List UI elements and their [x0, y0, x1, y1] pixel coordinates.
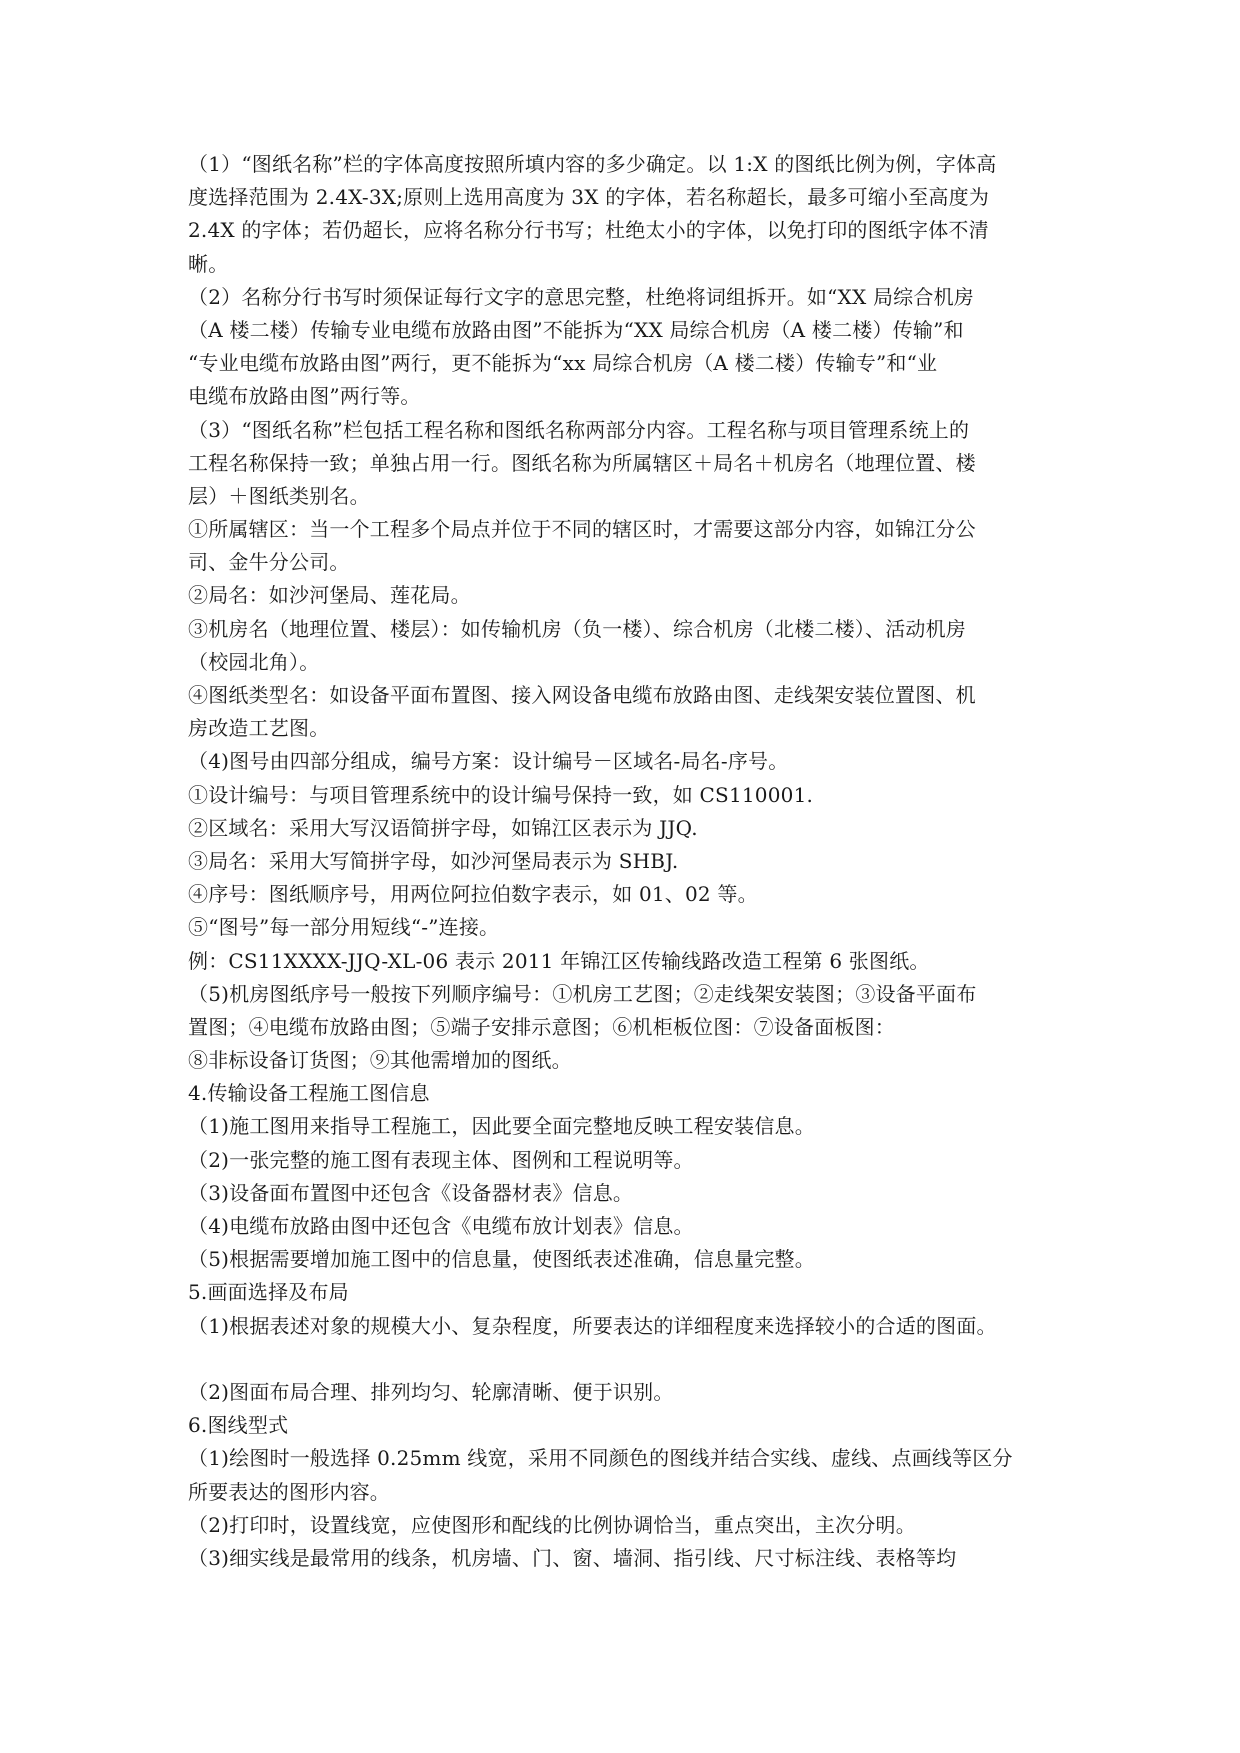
text-line: “专业电缆布放路由图”两行，更不能拆为“xx 局综合机房（A 楼二楼）传输专”和“业: [188, 351, 938, 376]
text-line: 所要表达的图形内容。: [188, 1479, 390, 1504]
text-line: ②局名：如沙河堡局、莲花局。: [188, 583, 471, 608]
text-line: （3）“图纸名称”栏包括工程名称和图纸名称两部分内容。工程名称与项目管理系统上的: [188, 417, 970, 442]
text-line: （4)图号由四部分组成，编号方案：设计编号－区域名-局名-序号。: [188, 749, 789, 774]
text-line: ③机房名（地理位置、楼层）：如传输机房（负一楼）、综合机房（北楼二楼）、活动机房: [188, 616, 966, 641]
text-line: （2)一张完整的施工图有表现主体、图例和工程说明等。: [188, 1147, 694, 1172]
text-line: 晰。: [188, 251, 229, 276]
text-line: （2）名称分行书写时须保证每行文字的意思完整，杜绝将词组拆开。如“XX 局综合机房: [188, 284, 974, 309]
text-line: ④序号：图纸顺序号，用两位阿拉伯数字表示，如 01、02 等。: [188, 882, 758, 907]
text-line: （1)根据表述对象的规模大小、复杂程度，所要表达的详细程度来选择较小的合适的图面。: [188, 1313, 997, 1338]
text-line: （A 楼二楼）传输专业电缆布放路由图”不能拆为“XX 局综合机房（A 楼二楼）传输”和: [188, 317, 964, 342]
text-line: 置图；④电缆布放路由图；⑤端子安排示意图；⑥机柜板位图：⑦设备面板图：: [188, 1014, 895, 1039]
text-line: 5.画面选择及布局: [188, 1280, 349, 1305]
text-line: 2.4X 的字体；若仍超长，应将名称分行书写；杜绝太小的字体，以免打印的图纸字体不清: [188, 218, 989, 243]
text-line: 房改造工艺图。: [188, 716, 330, 741]
text-line: ③局名：采用大写简拼字母，如沙河堡局表示为 SHBJ.: [188, 848, 679, 873]
text-line: 度选择范围为 2.4X-3X;原则上选用高度为 3X 的字体，若名称超长，最多可缩小至高度为: [188, 185, 990, 210]
text-line: （5)机房图纸序号一般按下列顺序编号：①机房工艺图；②走线架安装图；③设备平面布: [188, 981, 977, 1006]
text-line: （5)根据需要增加施工图中的信息量，使图纸表述准确，信息量完整。: [188, 1247, 815, 1272]
text-line: 6.图线型式: [188, 1413, 289, 1438]
text-line: （3)设备面布置图中还包含《设备器材表》信息。: [188, 1180, 634, 1205]
text-line: 4.传输设备工程施工图信息: [188, 1081, 430, 1106]
text-line: （1）“图纸名称”栏的字体高度按照所填内容的多少确定。以 1:X 的图纸比例为例，字体高: [188, 152, 997, 176]
text-line: （校园北角）。: [188, 649, 320, 674]
text-line: （4)电缆布放路由图中还包含《电缆布放计划表》信息。: [188, 1214, 694, 1238]
text-line: （2)图面布局合理、排列均匀、轮廓清晰、便于识别。: [188, 1379, 674, 1404]
text-line: ①设计编号：与项目管理系统中的设计编号保持一致，如 CS110001.: [188, 782, 814, 807]
text-line: 例：CS11XXXX-JJQ-XL-06 表示 2011 年锦江区传输线路改造工程第 6 张图纸。: [188, 948, 930, 973]
text-line: 工程名称保持一致；单独占用一行。图纸名称为所属辖区＋局名＋机房名（地理位置、楼: [188, 450, 976, 475]
blank-line: [188, 1343, 1068, 1376]
text-line: ⑤“图号”每一部分用短线“-”连接。: [188, 915, 500, 940]
text-line: ⑧非标设备订货图；⑨其他需增加的图纸。: [188, 1048, 572, 1073]
text-line: （3)细实线是最常用的线条，机房墙、门、窗、墙洞、指引线、尺寸标注线、表格等均: [188, 1545, 957, 1570]
text-line: （1)绘图时一般选择 0.25mm 线宽，采用不同颜色的图线并结合实线、虚线、点画线等区分: [188, 1446, 1013, 1471]
text-line: （1)施工图用来指导工程施工，因此要全面完整地反映工程安装信息。: [188, 1114, 815, 1139]
text-line: 司、金牛分公司。: [188, 550, 350, 575]
text-line: ②区域名：采用大写汉语简拼字母，如锦江区表示为 JJQ.: [188, 815, 698, 840]
text-line: ④图纸类型名：如设备平面布置图、接入网设备电缆布放路由图、走线架安装位置图、机: [188, 683, 976, 707]
document-body: [188, 148, 1068, 1575]
text-line: 电缆布放路由图”两行等。: [188, 384, 421, 409]
text-line: （2)打印时，设置线宽，应使图形和配线的比例协调恰当，重点突出，主次分明。: [188, 1512, 916, 1537]
text-line: 层）＋图纸类别名。: [188, 483, 370, 508]
text-line: ①所属辖区：当一个工程多个局点并位于不同的辖区时，才需要这部分内容，如锦江分公: [188, 517, 976, 542]
